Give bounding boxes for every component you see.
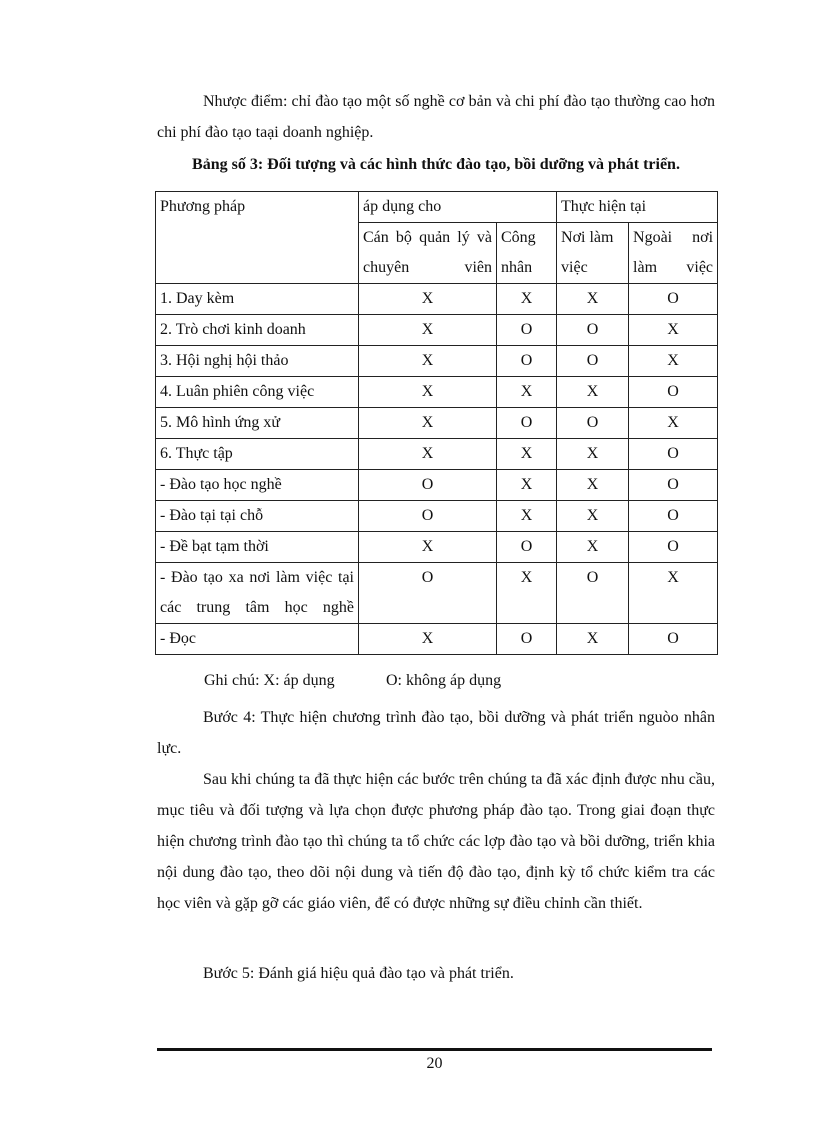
- workplace-cell: X: [557, 501, 629, 532]
- workplace-cell: O: [557, 563, 629, 624]
- subheader-workplace: Nơi làm việc: [557, 223, 629, 284]
- managers-cell: X: [359, 346, 497, 377]
- offsite-cell: X: [629, 346, 718, 377]
- workers-cell: O: [497, 315, 557, 346]
- workers-cell: X: [497, 284, 557, 315]
- table-row: [156, 470, 718, 501]
- workplace-cell: X: [557, 624, 629, 655]
- offsite-cell: O: [629, 501, 718, 532]
- workplace-cell: X: [557, 439, 629, 470]
- managers-cell: X: [359, 439, 497, 470]
- header-method: Phương pháp: [156, 192, 359, 284]
- subheader-workers: Công nhân: [497, 223, 557, 284]
- managers-cell: X: [359, 624, 497, 655]
- workers-cell: X: [497, 377, 557, 408]
- page-number: 20: [426, 1055, 443, 1072]
- table-row: [156, 501, 718, 532]
- managers-cell: X: [359, 377, 497, 408]
- method-cell: - Đọc: [156, 624, 359, 655]
- header-location: Thực hiện tại: [557, 192, 718, 223]
- table-row: [156, 563, 718, 624]
- footer-divider: [157, 1048, 712, 1051]
- workplace-cell: O: [557, 315, 629, 346]
- table-caption: Bảng số 3: Đối tượng và các hình thức đào tạo, bồi dưỡng và phát triển.: [192, 156, 680, 173]
- workers-cell: X: [497, 470, 557, 501]
- offsite-cell: O: [629, 377, 718, 408]
- note-o-meaning: O: không áp dụng: [386, 672, 502, 689]
- workplace-cell: X: [557, 284, 629, 315]
- workers-cell: X: [497, 439, 557, 470]
- intro-paragraph: Nhược điểm: chỉ đào tạo một số nghề cơ bản và chi phí đào tạo thường cao hơn chi phí đào tạo taại doanh nghiệp.: [157, 93, 715, 141]
- workers-cell: O: [497, 624, 557, 655]
- workers-cell: O: [497, 532, 557, 563]
- method-cell: 3. Hội nghị hội thảo: [156, 346, 359, 377]
- offsite-cell: X: [629, 315, 718, 346]
- offsite-cell: X: [629, 408, 718, 439]
- managers-cell: X: [359, 408, 497, 439]
- managers-cell: O: [359, 470, 497, 501]
- offsite-cell: X: [629, 563, 718, 624]
- subheader-offsite: Ngoài nơi làm việc: [629, 223, 718, 284]
- workplace-cell: O: [557, 408, 629, 439]
- managers-cell: O: [359, 563, 497, 624]
- step4-body: Sau khi chúng ta đã thực hiện các bước trên chúng ta đã xác định được nhu cầu, mục tiêu và đối tượng và lựa chọn được phương pháp đào tạo. Trong giai đoạn thực hiện chương trình đào tạo thì chúng ta tổ chức các lợp đào tạo và bồi dưỡng, triển khia nội dung đào tạo, theo dõi nội dung và tiến độ đào tạo, định kỳ tổ chức kiểm tra các học viên và gặp gỡ các giáo viên, để có được những sự điều chỉnh cần thiết.: [157, 771, 715, 912]
- workplace-cell: O: [557, 346, 629, 377]
- table-row: [156, 408, 718, 439]
- step4-heading: Bước 4: Thực hiện chương trình đào tạo, bồi dưỡng và phát triển nguòo nhân lực.: [157, 709, 715, 757]
- table-row: [156, 346, 718, 377]
- managers-cell: O: [359, 501, 497, 532]
- method-cell: 4. Luân phiên công việc: [156, 377, 359, 408]
- offsite-cell: O: [629, 470, 718, 501]
- managers-cell: X: [359, 532, 497, 563]
- method-cell: 1. Day kèm: [156, 284, 359, 315]
- subheader-managers: Cán bộ quản lý và chuyên viên: [359, 223, 497, 284]
- table-row: [156, 377, 718, 408]
- workplace-cell: X: [557, 377, 629, 408]
- step5-heading: Bước 5: Đánh giá hiệu quả đào tạo và phát triển.: [203, 965, 514, 982]
- offsite-cell: O: [629, 532, 718, 563]
- table-row: [156, 532, 718, 563]
- workers-cell: X: [497, 563, 557, 624]
- method-cell: - Đào tạo học nghề: [156, 470, 359, 501]
- methods-table: [155, 191, 718, 655]
- managers-cell: X: [359, 315, 497, 346]
- method-cell: - Đào tạo xa nơi làm việc tại các trung tâm học nghề: [156, 563, 359, 624]
- table-note: [204, 670, 501, 692]
- table-row: [156, 624, 718, 655]
- managers-cell: X: [359, 284, 497, 315]
- header-apply: áp dụng cho: [359, 192, 557, 223]
- method-cell: - Đào tại tại chỗ: [156, 501, 359, 532]
- offsite-cell: O: [629, 624, 718, 655]
- workers-cell: X: [497, 501, 557, 532]
- method-cell: 5. Mô hình ứng xử: [156, 408, 359, 439]
- method-cell: - Đề bạt tạm thời: [156, 532, 359, 563]
- method-cell: 2. Trò chơi kinh doanh: [156, 315, 359, 346]
- table-row: [156, 315, 718, 346]
- table-row: [156, 439, 718, 470]
- table-header-row: [156, 192, 718, 223]
- offsite-cell: O: [629, 439, 718, 470]
- workers-cell: O: [497, 408, 557, 439]
- workplace-cell: X: [557, 470, 629, 501]
- offsite-cell: O: [629, 284, 718, 315]
- method-cell: 6. Thực tập: [156, 439, 359, 470]
- table-row: [156, 284, 718, 315]
- workers-cell: O: [497, 346, 557, 377]
- note-x-meaning: Ghi chú: X: áp dụng: [204, 672, 335, 689]
- workplace-cell: X: [557, 532, 629, 563]
